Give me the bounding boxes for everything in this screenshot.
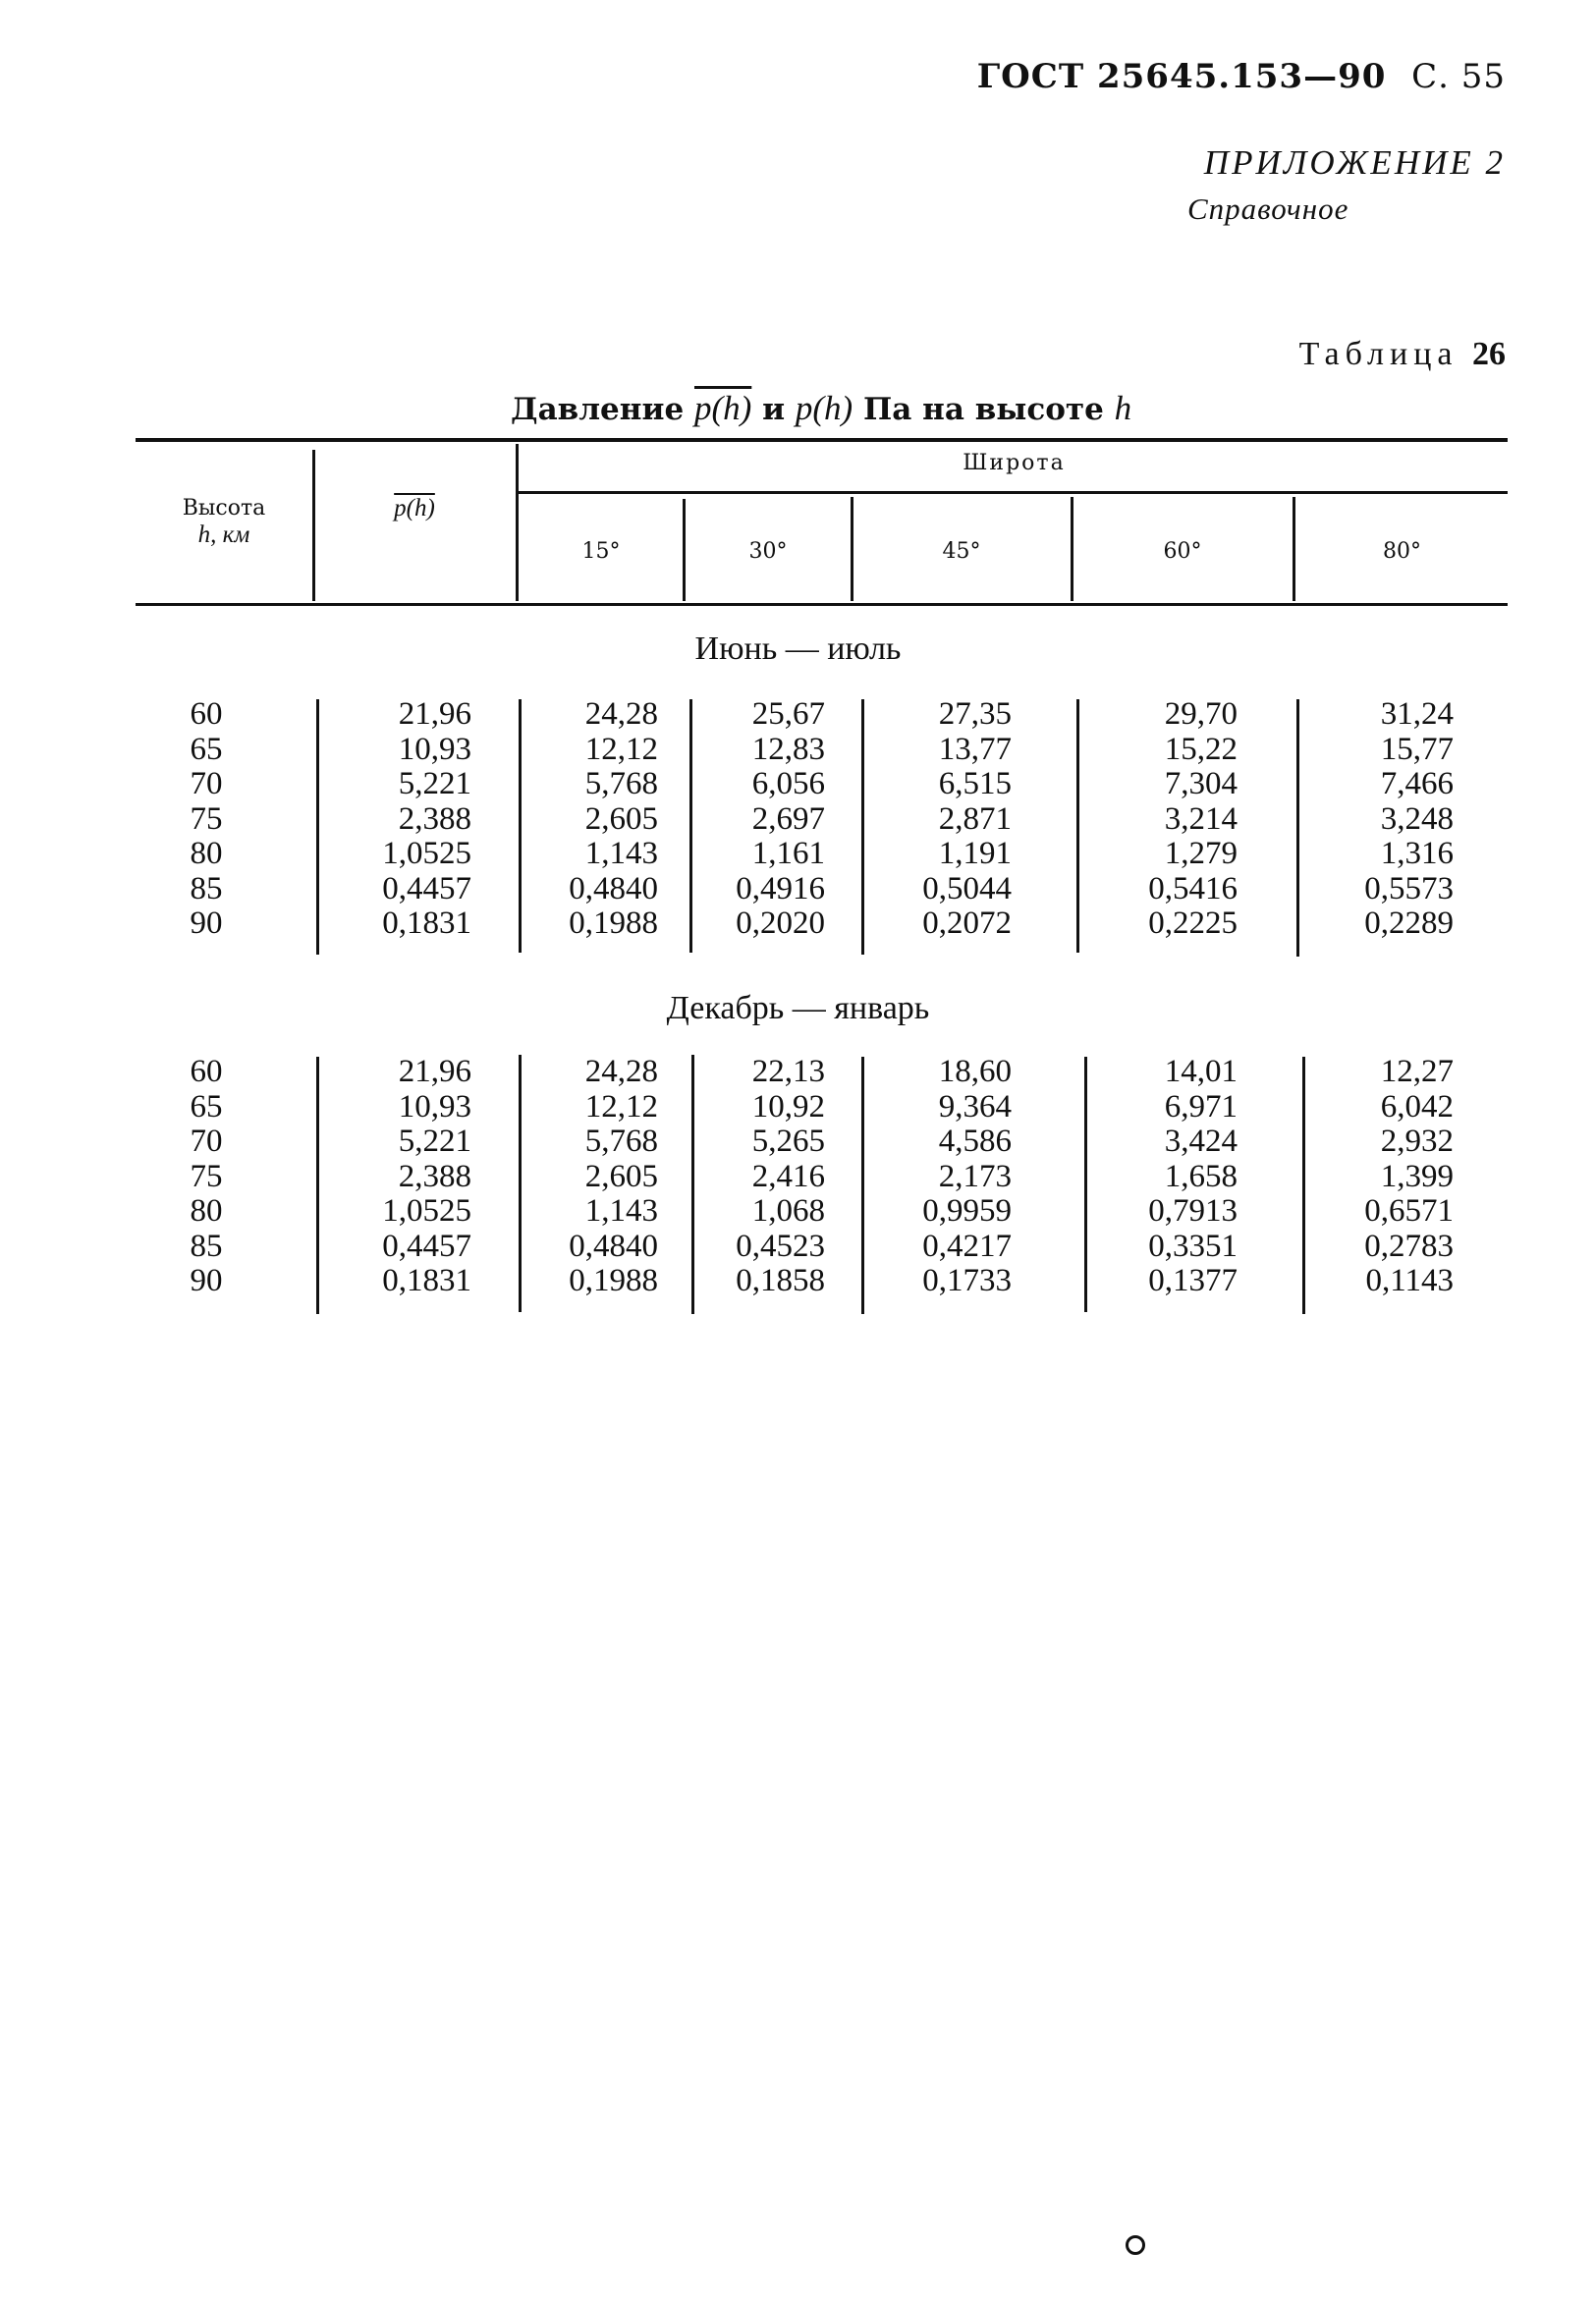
s1-pbar-cell: 2,388 — [398, 800, 471, 837]
s2-lat80-cell: 2,932 — [1380, 1124, 1454, 1159]
table-title-and: и — [762, 392, 786, 427]
s1-divider-1 — [316, 699, 319, 955]
s2-lat60-cell: 14,01 — [1164, 1054, 1238, 1089]
appendix-title: ПРИЛОЖЕНИЕ 2 — [1203, 143, 1506, 182]
s2-lat80-cell: 0,1143 — [1365, 1263, 1454, 1298]
s1-lat15-cell: 1,143 — [584, 836, 658, 871]
s1-height-cell: 75 — [190, 800, 223, 837]
table-title — [511, 389, 1131, 428]
s1-lat15-cell: 5,768 — [584, 766, 658, 801]
s1-height-cell: 80 — [190, 836, 223, 871]
s2-pbar-cell: 0,4457 — [382, 1228, 471, 1264]
header-latitude: Широта — [963, 451, 1066, 475]
s2-divider-2 — [519, 1055, 522, 1312]
s2-height-cell: 65 — [190, 1088, 223, 1125]
s1-lat45-cell: 0,5044 — [922, 870, 1012, 906]
s2-height-cell: 60 — [190, 1054, 223, 1089]
s1-lat30-cell: 2,697 — [751, 800, 825, 837]
s2-pbar-cell: 0,1831 — [382, 1263, 471, 1298]
table-number — [1299, 336, 1506, 373]
s2-lat45-cell: 0,9959 — [922, 1193, 1012, 1229]
s2-lat80-cell: 0,2783 — [1364, 1228, 1454, 1264]
s1-col-height — [167, 697, 246, 942]
s2-lat45-cell: 18,60 — [938, 1054, 1012, 1089]
s1-lat80-cell: 0,5573 — [1364, 870, 1454, 906]
s1-lat45-cell: 2,871 — [938, 800, 1012, 837]
s1-lat80-cell: 31,24 — [1380, 696, 1454, 732]
s2-lat30-cell: 10,92 — [751, 1088, 825, 1125]
s1-pbar-cell: 5,221 — [398, 766, 471, 801]
s1-col-lat80 — [1306, 697, 1454, 942]
page-number: С. 55 — [1411, 57, 1506, 96]
s1-lat60-cell: 3,214 — [1164, 800, 1238, 837]
s2-col-lat15 — [530, 1055, 658, 1299]
s1-lat45-cell: 13,77 — [938, 731, 1012, 767]
s1-pbar-cell: 0,4457 — [382, 870, 471, 906]
s1-height-cell: 90 — [190, 906, 223, 941]
table-title-p: p(h) — [795, 389, 853, 427]
s1-lat30-cell: 25,67 — [751, 696, 825, 732]
s1-height-cell: 65 — [190, 731, 223, 767]
s2-lat30-cell: 1,068 — [751, 1193, 825, 1229]
latitude-rule — [518, 491, 1508, 494]
header-pbar-label: p(h) — [394, 495, 435, 521]
s1-lat80-cell: 7,466 — [1380, 766, 1454, 801]
table-number-value: 26 — [1472, 336, 1506, 372]
s1-col-lat60 — [1080, 697, 1238, 942]
table-title-prefix: Давление — [511, 392, 685, 427]
s2-lat80-cell: 12,27 — [1380, 1054, 1454, 1089]
s1-lat30-cell: 6,056 — [751, 766, 825, 801]
s2-pbar-cell: 2,388 — [398, 1158, 471, 1194]
s2-col-pbar — [324, 1055, 471, 1299]
s2-height-cell: 70 — [190, 1124, 223, 1159]
s2-lat45-cell: 0,1733 — [922, 1263, 1012, 1298]
s2-lat15-cell: 1,143 — [584, 1193, 658, 1229]
s1-lat30-cell: 1,161 — [751, 836, 825, 871]
s1-lat60-cell: 29,70 — [1164, 696, 1238, 732]
s2-lat30-cell: 0,4523 — [736, 1228, 825, 1264]
header-height-line1: Высота — [182, 496, 266, 521]
s1-pbar-cell: 10,93 — [398, 731, 471, 767]
s2-divider-6 — [1302, 1057, 1305, 1314]
s2-lat45-cell: 4,586 — [938, 1124, 1012, 1159]
s2-height-cell: 90 — [190, 1263, 223, 1298]
s2-lat80-cell: 0,6571 — [1364, 1193, 1454, 1229]
appendix-subtitle: Справочное — [1187, 192, 1349, 226]
s1-lat30-cell: 0,4916 — [736, 870, 825, 906]
s2-lat15-cell: 24,28 — [584, 1054, 658, 1089]
header-divider-6 — [1293, 497, 1295, 601]
s1-col-lat30 — [688, 697, 825, 942]
s1-lat60-cell: 1,279 — [1164, 836, 1238, 871]
s1-lat45-cell: 0,2072 — [922, 906, 1012, 941]
s1-pbar-cell: 1,0525 — [382, 836, 471, 871]
table-title-suffix: Па на высоте — [863, 392, 1104, 427]
s2-lat15-cell: 5,768 — [584, 1124, 658, 1159]
header-pbar — [316, 495, 513, 522]
header-lat-15: 15° — [581, 539, 621, 564]
s1-lat80-cell: 1,316 — [1380, 836, 1454, 871]
s2-lat80-cell: 1,399 — [1380, 1158, 1454, 1194]
s1-lat15-cell: 0,4840 — [569, 870, 658, 906]
header-lat-30: 30° — [748, 539, 788, 564]
header-divider-5 — [1071, 497, 1073, 601]
s1-lat60-cell: 0,2225 — [1148, 906, 1238, 941]
s2-lat60-cell: 1,658 — [1164, 1158, 1238, 1194]
s1-col-pbar — [324, 697, 471, 942]
s1-lat80-cell: 15,77 — [1380, 731, 1454, 767]
header-height-line2: h, км — [197, 521, 250, 548]
s2-lat45-cell: 0,4217 — [922, 1228, 1012, 1264]
s1-lat45-cell: 6,515 — [938, 766, 1012, 801]
header-lat-80: 80° — [1383, 539, 1421, 564]
s2-lat15-cell: 0,4840 — [569, 1228, 658, 1264]
s2-pbar-cell: 1,0525 — [382, 1193, 471, 1229]
s2-lat15-cell: 2,605 — [584, 1158, 658, 1194]
header-bottom-rule — [136, 603, 1508, 606]
s1-col-lat45 — [864, 697, 1012, 942]
s2-divider-1 — [316, 1057, 319, 1314]
header-divider-3 — [683, 499, 686, 601]
s1-lat80-cell: 0,2289 — [1364, 906, 1454, 941]
s1-height-cell: 70 — [190, 766, 223, 801]
s1-lat15-cell: 24,28 — [584, 696, 658, 732]
s2-lat60-cell: 0,3351 — [1148, 1228, 1238, 1264]
s1-lat30-cell: 0,2020 — [736, 906, 825, 941]
section-title-winter: Декабрь — январь — [666, 990, 930, 1026]
page-footer-mark — [1126, 2235, 1145, 2255]
s1-lat15-cell: 2,605 — [584, 800, 658, 837]
s2-lat15-cell: 12,12 — [584, 1088, 658, 1125]
s2-col-lat60 — [1080, 1055, 1238, 1299]
s2-lat60-cell: 0,7913 — [1148, 1193, 1238, 1229]
s2-lat60-cell: 3,424 — [1164, 1124, 1238, 1159]
s2-lat15-cell: 0,1988 — [569, 1263, 658, 1298]
page-header — [977, 57, 1506, 96]
s2-lat30-cell: 0,1858 — [736, 1263, 825, 1298]
s2-col-lat45 — [864, 1055, 1012, 1299]
s1-lat60-cell: 7,304 — [1164, 766, 1238, 801]
s1-pbar-cell: 0,1831 — [382, 906, 471, 941]
table-title-pbar: p(h) — [693, 389, 752, 427]
s2-col-height — [167, 1055, 246, 1299]
s1-lat15-cell: 12,12 — [584, 731, 658, 767]
s2-col-lat30 — [688, 1055, 825, 1299]
s2-lat45-cell: 9,364 — [938, 1088, 1012, 1125]
header-lat-45: 45° — [942, 539, 981, 564]
s1-height-cell: 85 — [190, 870, 223, 906]
table-title-h: h — [1114, 389, 1132, 427]
s1-lat15-cell: 0,1988 — [569, 906, 658, 941]
s2-lat80-cell: 6,042 — [1380, 1088, 1454, 1125]
header-height — [138, 495, 310, 548]
s2-lat60-cell: 0,1377 — [1148, 1263, 1238, 1298]
s1-lat45-cell: 27,35 — [938, 696, 1012, 732]
s1-lat80-cell: 3,248 — [1380, 800, 1454, 837]
s2-height-cell: 85 — [190, 1228, 223, 1264]
s1-pbar-cell: 21,96 — [398, 696, 471, 732]
header-divider-2 — [516, 444, 519, 601]
s1-lat60-cell: 15,22 — [1164, 731, 1238, 767]
header-divider-1 — [312, 450, 315, 601]
s2-lat30-cell: 2,416 — [751, 1158, 825, 1194]
s2-height-cell: 75 — [190, 1158, 223, 1194]
s2-lat30-cell: 22,13 — [751, 1054, 825, 1089]
s1-lat60-cell: 0,5416 — [1148, 870, 1238, 906]
s1-col-lat15 — [530, 697, 658, 942]
s2-pbar-cell: 5,221 — [398, 1124, 471, 1159]
s1-height-cell: 60 — [190, 696, 223, 732]
s1-lat30-cell: 12,83 — [751, 731, 825, 767]
standard-code: ГОСТ 25645.153—90 — [976, 57, 1387, 96]
header-divider-4 — [851, 497, 853, 601]
s1-lat45-cell: 1,191 — [938, 836, 1012, 871]
s1-divider-5 — [1076, 699, 1079, 953]
s2-col-lat80 — [1306, 1055, 1454, 1299]
table-number-label: Таблица — [1298, 336, 1458, 372]
s2-pbar-cell: 21,96 — [398, 1054, 471, 1089]
s1-divider-6 — [1296, 699, 1299, 957]
s2-lat30-cell: 5,265 — [751, 1124, 825, 1159]
section-title-summer: Июнь — июль — [694, 631, 902, 667]
s2-pbar-cell: 10,93 — [398, 1088, 471, 1125]
header-lat-60: 60° — [1163, 539, 1202, 564]
s2-lat45-cell: 2,173 — [938, 1158, 1012, 1194]
s2-lat60-cell: 6,971 — [1164, 1088, 1238, 1125]
s1-divider-2 — [519, 699, 522, 953]
table-top-rule — [136, 438, 1508, 442]
s2-height-cell: 80 — [190, 1193, 223, 1229]
